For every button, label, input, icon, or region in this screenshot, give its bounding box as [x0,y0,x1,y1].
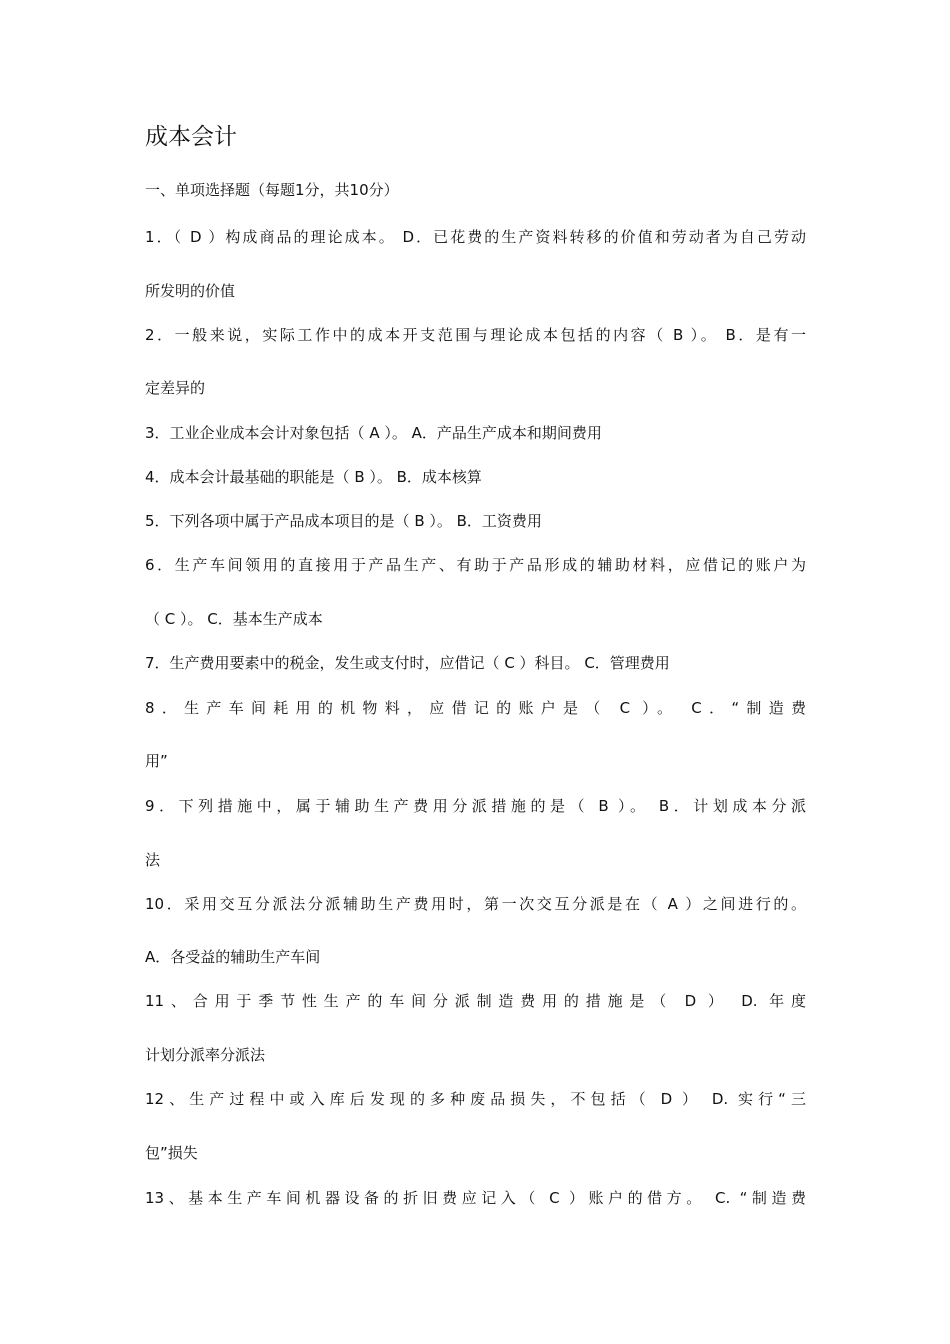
question-10-line-2: A．各受益的辅助生产车间 [145,948,321,966]
page-title: 成本会计 [145,124,237,150]
question-1-line-2: 所发明的价值 [145,282,236,300]
section-heading: 一、单项选择题（每题1分，共10分） [145,181,399,199]
question-8-line-2: 用” [145,752,168,770]
question-9-line-1: 9．下列措施中，属于辅助生产费用分派措施的是（ B ）。 B．计划成本分派 [145,797,806,815]
question-4-line: 4．成本会计最基础的职能是（ B ）。 B．成本核算 [145,468,482,486]
question-3-line: 3．工业企业成本会计对象包括（ A ）。 A．产品生产成本和期间费用 [145,424,602,442]
question-6-line-1: 6．生产车间领用的直接用于产品生产、有助于产品形成的辅助材料，应借记的账户为 [145,556,806,574]
question-1-line-1: 1．（ D ）构成商品的理论成本。 D．已花费的生产资料转移的价值和劳动者为自己劳动 [145,228,806,246]
question-12-line-1: 12、生产过程中或入库后发现的多种废品损失，不包括（ D ） D. 实行“三 [145,1090,806,1108]
question-8-line-1: 8．生产车间耗用的机物料，应借记的账户是（ C ）。 C．“制造费 [145,699,806,717]
question-11-line-2: 计划分派率分派法 [145,1046,266,1064]
question-10-line-1: 10．采用交互分派法分派辅助生产费用时，第一次交互分派是在（ A ）之间进行的。 [145,895,806,913]
question-12-line-2: 包”损失 [145,1144,198,1162]
question-2-line-1: 2．一般来说，实际工作中的成本开支范围与理论成本包括的内容（ B ）。 B．是有一 [145,326,806,344]
question-6-line-2: （ C ）。 C．基本生产成本 [145,610,323,628]
question-11-line-1: 11、合用于季节性生产的车间分派制造费用的措施是（ D ） D. 年度 [145,992,806,1010]
question-9-line-2: 法 [145,851,161,869]
question-13-line-1: 13、基本生产车间机器设备的折旧费应记入（ C ）账户的借方。 C. “制造费 [145,1189,806,1207]
question-2-line-2: 定差异的 [145,379,206,397]
question-5-line: 5．下列各项中属于产品成本项目的是（ B ）。 B．工资费用 [145,512,542,530]
question-7-line: 7．生产费用要素中的税金，发生或支付时，应借记（ C ）科目。 C．管理费用 [145,654,670,672]
